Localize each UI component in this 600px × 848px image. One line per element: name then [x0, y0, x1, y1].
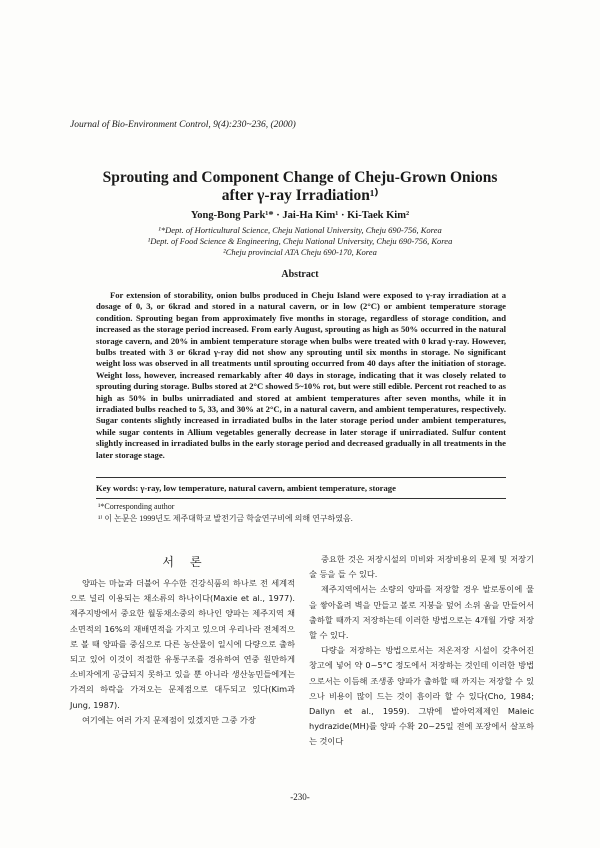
affiliation-3: ²Cheju provincial ATA Cheju 690-170, Korea: [223, 247, 377, 257]
keywords-line: Key words: γ-ray, low temperature, natural cavern, ambient temperature, storage: [96, 483, 396, 493]
keywords-top-divider: [96, 477, 506, 478]
body-paragraph: 여기에는 여러 가지 문제점이 있겠지만 그중 가장: [82, 714, 256, 725]
paper-title-line-1: Sprouting and Component Change of Cheju-Grown Onions: [102, 169, 498, 186]
affiliation-1: ¹*Dept. of Horticultural Science, Cheju National University, Cheju 690-756, Korea: [158, 225, 442, 235]
body-column-right: [309, 552, 534, 750]
affiliation-2: ¹Dept. of Food Science & Engineering, Cheju National University, Cheju 690-756, Korea: [147, 236, 453, 246]
abstract-heading: Abstract: [281, 269, 319, 280]
paper-title-line-2: after γ-ray Irradiation¹⁾: [221, 187, 379, 204]
page-number: -230-: [290, 792, 310, 802]
body-paragraph: 제주지역에서는 소량의 양파를 저장할 경우 발로통이에 물을 쌓아올려 벽을 만들고 볼로 지붕을 덮어 소위 움을 만들어서 출하할 때까지 저장하는데 이러한 방법으로는 4개월 가량 저장할 수 있다.: [309, 584, 534, 641]
footnote-funding: ¹⁾ 이 논문은 1999년도 제주대학교 발전기금 학술연구비에 의해 연구하였음.: [98, 514, 353, 523]
journal-citation: Journal of Bio-Environment Control, 9(4):230~236, (2000): [70, 120, 296, 130]
body-column-left: [70, 576, 295, 728]
body-paragraph: 다량을 저장하는 방법으로서는 저온저장 시설이 갖추어진 창고에 넣어 약 0~5°C 정도에서 저장하는 것인데 이러한 방법으로서는 이듬해 조생종 양파가 출하할 때 까지는 저장할 수 있으나 비용이 많이 드는 것이 흠이라 할 수 있다(Cho, 1984; Dallyn et al., 1959). 그밖에 발아억제제인 Maleic hydrazide(MH)를 양파 수확 20~25일 전에 포장에서 살포하는 것이다: [309, 645, 534, 747]
footnote-corresponding-author: ¹*Corresponding author: [98, 502, 175, 511]
section-heading-introduction: 서론: [162, 555, 218, 569]
author-list: Yong-Bong Park¹* · Jai-Ha Kim¹ · Ki-Taek Kim²: [190, 210, 410, 221]
body-paragraph: 중요한 것은 저장시설의 미비와 저장비용의 문제 및 저장기술 등을 들 수 있다.: [309, 554, 534, 580]
body-paragraph: 양파는 마늘과 더불어 우수한 건강식품의 하나로 전 세계적으로 널리 이용되는 채소류의 하나이다(Maxie et al., 1977). 제주지방에서 중요한 월동채소중의 하나인 양파는 제주지역 채소면적의 16%의 재배면적을 가지고 있으며 우리나라 전체적으로 볼 때 양파를 중심으로 다른 농산물이 일시에 다량으로 출하되고 있어 이것이 적절한 유통구조를 경유하여 연중 원만하게 소비자에게 공급되지 못하고 있을 뿐 아니라 생산농민들에게는 가격의 하락을 가져오는 문제점으로 대두되고 있다(Kim과 Jung, 1987).: [70, 578, 295, 710]
keywords-bottom-divider: [96, 498, 506, 499]
abstract-text: For extension of storability, onion bulbs produced in Cheju Island were exposed to γ-ray irradiation at a dosage of 0, 3, or 6krad and stored in a natural cavern, or in low (2°C) or ambient temperature storage condition. Sprouting began from approximately five months in storage, regardless of storage condition, and increased as the storage period increased. From early August, sprouting as high as 50% occurred in the natural storage cavern, and 20% in ambient temperature storage when bulbs were treated with 0 krad γ-ray. However, bulbs treated with 3 or 6krad γ-ray did not show any sprouting until six months in storage. No significant weight loss was observed in all treatments until sprouting occurred from 40 days after the initiation of storage. Weight loss, however, increased remarkably after 40 days in storage, indicating that it was closely related to sprouting during storage. Bulbs stored at 2°C showed 5~10% rot, but were still edible. Percent rot reached to as high as 50% in bulbs unirradiated and stored at ambient temperatures after seven months, while it in irradiated bulbs reached to 5, 33, and 30% at 2°C, in a natural cavern, and ambient temperatures, respectively. Sugar contents slightly increased in irradiated bulbs in the later storage period under ambient temperatures, while sugar contents in Allium vegetables generally decrease in later storage if unirradiated. Sulfur content slightly increased in irradiated bulbs in the early storage period and decreased gradually in all treatments in the later storage stage.: [96, 290, 506, 460]
